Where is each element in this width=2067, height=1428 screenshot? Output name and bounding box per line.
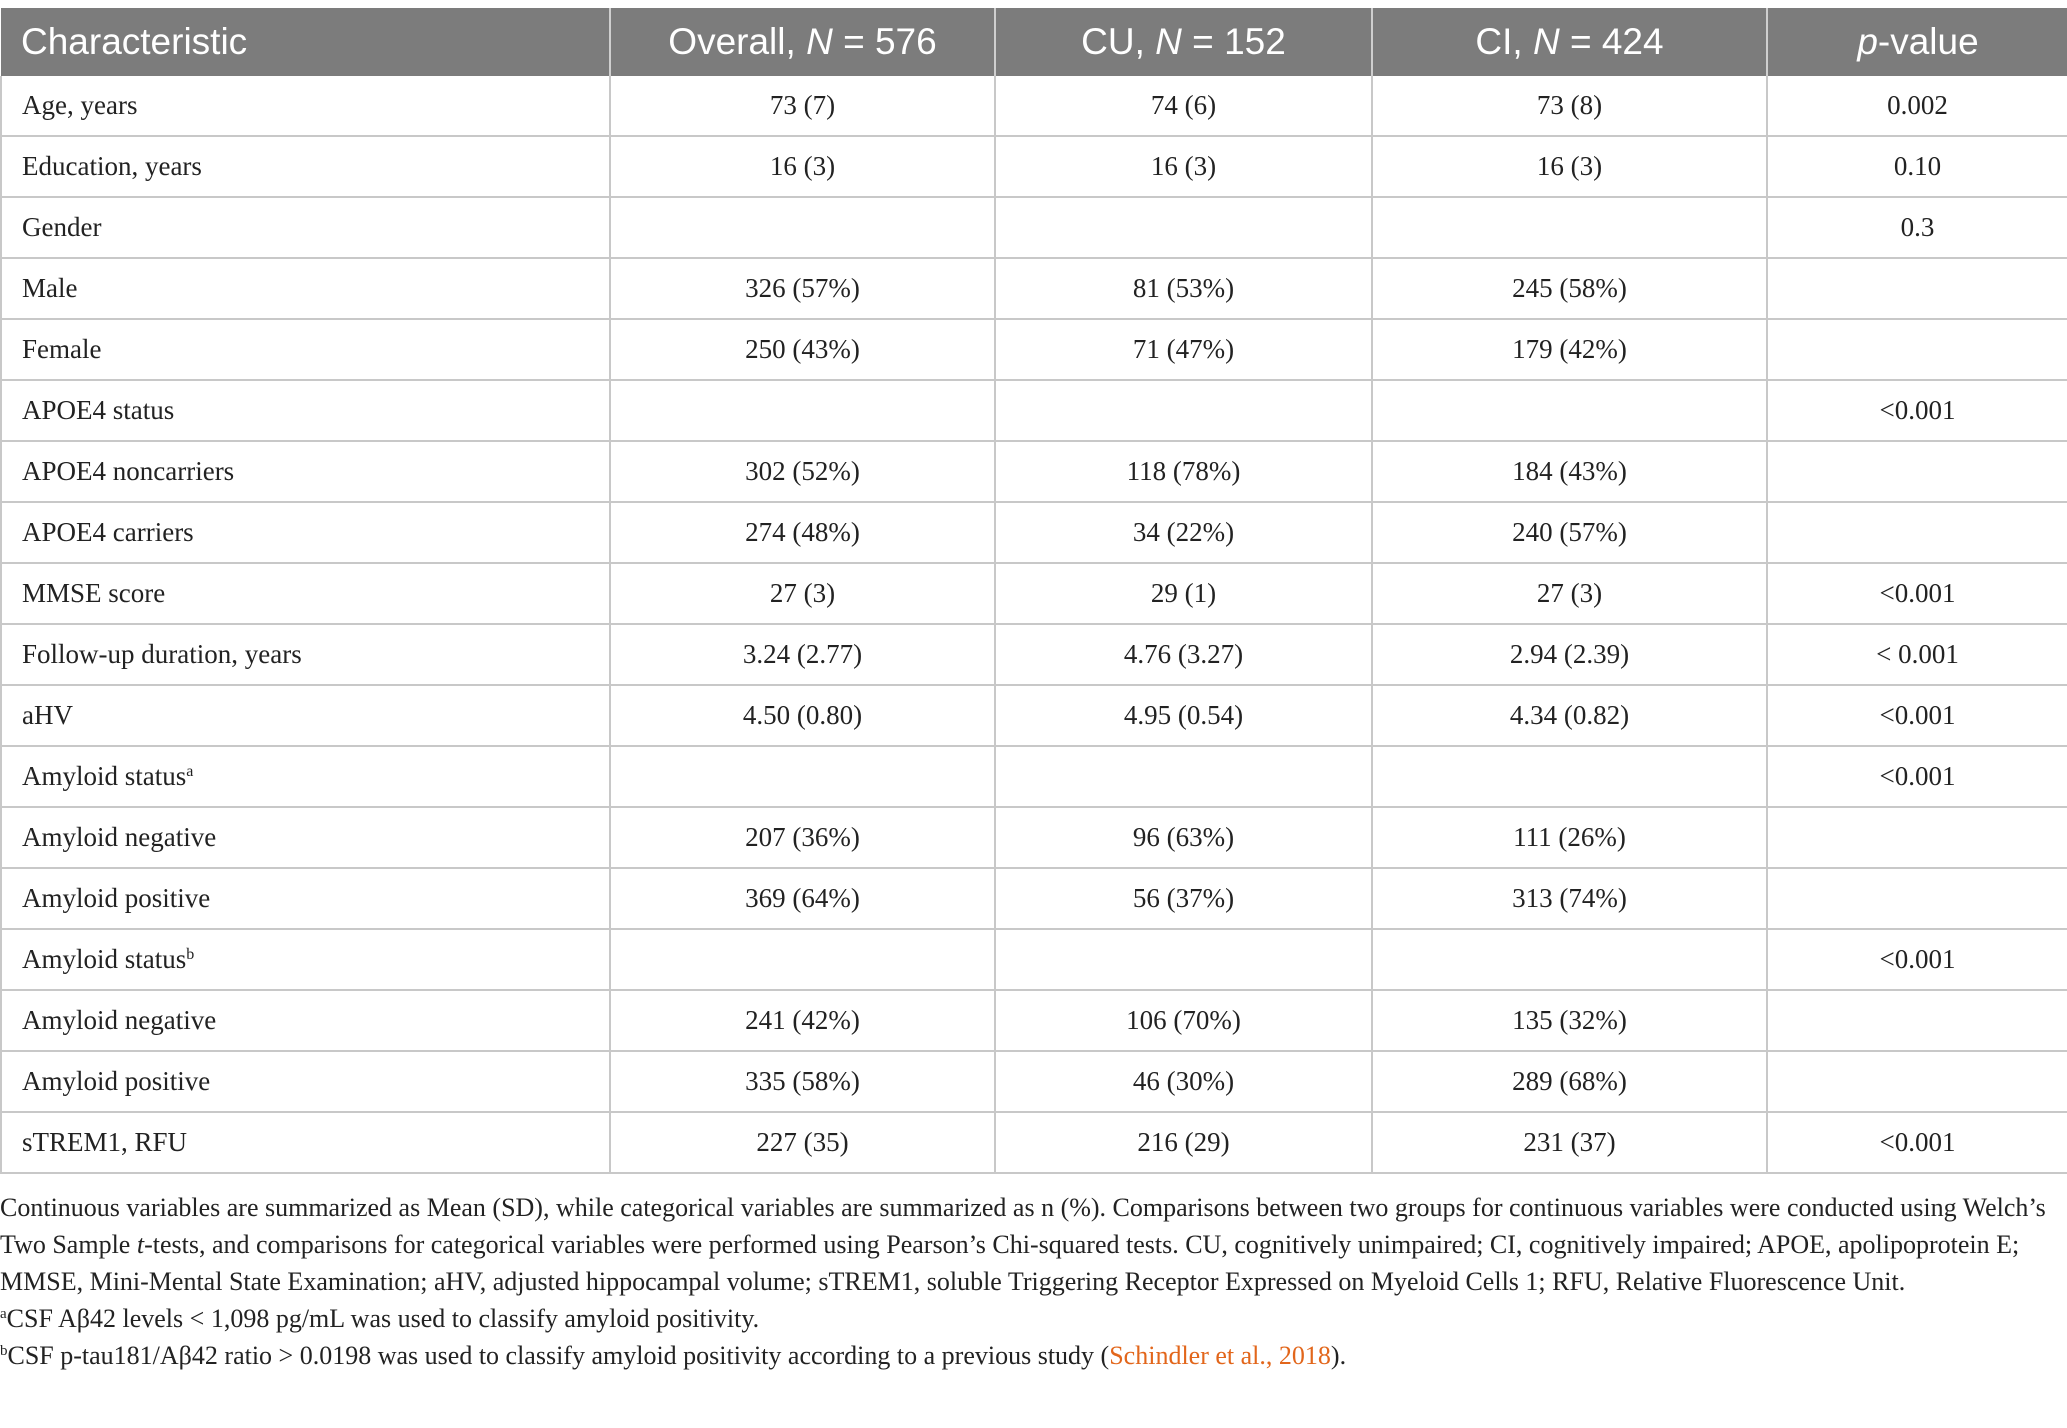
table-row (1, 868, 2067, 929)
row-label: Amyloid status$^b$ (1, 929, 610, 990)
cell-overall: 369 (64%) (610, 868, 995, 929)
cell-p-value: 0.3 (1767, 197, 2067, 258)
cell-p-value (1767, 990, 2067, 1051)
cell-ci: 27 (3) (1372, 563, 1767, 624)
cell-cu (995, 380, 1372, 441)
footnote-a-marker: a (0, 1306, 7, 1322)
row-label: APOE4 status (1, 380, 610, 441)
table-row (1, 319, 2067, 380)
cell-cu: 118 (78%) (995, 441, 1372, 502)
cell-cu: 4.95 (0.54) (995, 685, 1372, 746)
cell-cu: 74 (6) (995, 76, 1372, 136)
cell-cu: 106 (70%) (995, 990, 1372, 1051)
cell-p-value (1767, 807, 2067, 868)
footnote-marker: b (186, 946, 195, 963)
table-row (1, 502, 2067, 563)
header-overall: Overall, N = 576 (610, 8, 995, 76)
cell-ci (1372, 380, 1767, 441)
row-label: Education, years (1, 136, 610, 197)
table-row (1, 258, 2067, 319)
table-row (1, 136, 2067, 197)
cell-p-value (1767, 1051, 2067, 1112)
cell-overall: 16 (3) (610, 136, 995, 197)
cell-overall: 207 (36%) (610, 807, 995, 868)
table-row (1, 76, 2067, 136)
cell-overall: 250 (43%) (610, 319, 995, 380)
table-body (1, 76, 2067, 1173)
cell-p-value (1767, 319, 2067, 380)
cell-overall: 274 (48%) (610, 502, 995, 563)
footnote-marker: a (186, 763, 194, 780)
row-label: Amyloid positive (1, 868, 610, 929)
row-label: APOE4 noncarriers (1, 441, 610, 502)
cell-overall (610, 746, 995, 807)
row-label: Amyloid status$^a$ (1, 746, 610, 807)
table-row (1, 380, 2067, 441)
cell-cu: 96 (63%) (995, 807, 1372, 868)
cell-ci: 2.94 (2.39) (1372, 624, 1767, 685)
cell-ci (1372, 746, 1767, 807)
cell-p-value: <0.001 (1767, 929, 2067, 990)
cell-overall: 4.50 (0.80) (610, 685, 995, 746)
cell-ci: 179 (42%) (1372, 319, 1767, 380)
cell-ci: 73 (8) (1372, 76, 1767, 136)
cell-ci: 4.34 (0.82) (1372, 685, 1767, 746)
cell-p-value: <0.001 (1767, 746, 2067, 807)
cell-cu: 71 (47%) (995, 319, 1372, 380)
table-footnotes (0, 1189, 2050, 1374)
header-row (1, 8, 2067, 76)
header-p-value: p-value (1767, 8, 2067, 76)
cell-overall: 73 (7) (610, 76, 995, 136)
footnote-a: $^a$CSF Aβ42 levels < 1,098 pg/mL was used to classify amyloid positivity. (0, 1304, 760, 1333)
cell-cu: 216 (29) (995, 1112, 1372, 1173)
cell-p-value: 0.002 (1767, 76, 2067, 136)
header-ci: CI, N = 424 (1372, 8, 1767, 76)
cell-ci: 231 (37) (1372, 1112, 1767, 1173)
header-cu: CU, N = 152 (995, 8, 1372, 76)
row-label: sTREM1, RFU (1, 1112, 610, 1173)
cell-overall: 227 (35) (610, 1112, 995, 1173)
header-characteristic: Characteristic (1, 8, 610, 76)
cell-p-value (1767, 441, 2067, 502)
footnote-main: Continuous variables are summarized as Mean (SD), while categorical variables are summarized as n (%). Comparisons between two groups for continuous variables were conducted using Welch’s Two Sample t-tests, and comparisons for categorical variables were performed using Pearson’s Chi-squared tests. CU, cognitively unimpaired; CI, cognitively impaired; APOE, apolipoprotein E; MMSE, Mini-Mental State Examination; aHV, adjusted hippocampal volume; sTREM1, soluble Triggering Receptor Expressed on Myeloid Cells 1; RFU, Relative Fluorescence Unit. (0, 1193, 2046, 1296)
cell-ci (1372, 197, 1767, 258)
row-label: Amyloid negative (1, 990, 610, 1051)
row-label: Amyloid negative (1, 807, 610, 868)
cell-ci (1372, 929, 1767, 990)
table-row (1, 1112, 2067, 1173)
cell-ci: 313 (74%) (1372, 868, 1767, 929)
cell-overall: 241 (42%) (610, 990, 995, 1051)
cell-cu: 29 (1) (995, 563, 1372, 624)
row-label: Female (1, 319, 610, 380)
cell-ci: 135 (32%) (1372, 990, 1767, 1051)
table-header (1, 8, 2067, 76)
cell-cu: 46 (30%) (995, 1051, 1372, 1112)
footnote-b-marker: b (0, 1343, 8, 1359)
row-label: APOE4 carriers (1, 502, 610, 563)
table-row (1, 990, 2067, 1051)
cell-cu: 56 (37%) (995, 868, 1372, 929)
cell-ci: 111 (26%) (1372, 807, 1767, 868)
cell-overall (610, 197, 995, 258)
cell-cu (995, 929, 1372, 990)
cell-overall: 326 (57%) (610, 258, 995, 319)
cell-cu: 34 (22%) (995, 502, 1372, 563)
cell-overall: 302 (52%) (610, 441, 995, 502)
row-label: Gender (1, 197, 610, 258)
table-container (0, 8, 2067, 1174)
cell-p-value: <0.001 (1767, 685, 2067, 746)
cell-overall (610, 929, 995, 990)
row-label: Male (1, 258, 610, 319)
citation-link[interactable]: Schindler et al., 2018 (1109, 1341, 1331, 1370)
cell-p-value (1767, 868, 2067, 929)
cell-p-value (1767, 502, 2067, 563)
cell-overall: 3.24 (2.77) (610, 624, 995, 685)
cell-cu: 81 (53%) (995, 258, 1372, 319)
row-label: aHV (1, 685, 610, 746)
cell-ci: 245 (58%) (1372, 258, 1767, 319)
cell-ci: 16 (3) (1372, 136, 1767, 197)
cell-p-value: <0.001 (1767, 380, 2067, 441)
cell-p-value: 0.10 (1767, 136, 2067, 197)
cell-p-value (1767, 258, 2067, 319)
cell-p-value: <0.001 (1767, 563, 2067, 624)
cell-ci: 184 (43%) (1372, 441, 1767, 502)
table-row (1, 563, 2067, 624)
table-row (1, 685, 2067, 746)
cell-p-value: < 0.001 (1767, 624, 2067, 685)
cell-cu: 4.76 (3.27) (995, 624, 1372, 685)
cell-overall: 335 (58%) (610, 1051, 995, 1112)
cell-cu (995, 197, 1372, 258)
table-row (1, 746, 2067, 807)
row-label: Age, years (1, 76, 610, 136)
table-row (1, 929, 2067, 990)
cell-overall: 27 (3) (610, 563, 995, 624)
characteristics-table (0, 8, 2067, 1174)
footnote-b: $^b$CSF p-tau181/Aβ42 ratio > 0.0198 was used to classify amyloid positivity according to a previous study (Schindler et al., 2018). (0, 1341, 1347, 1370)
cell-p-value: <0.001 (1767, 1112, 2067, 1173)
table-row (1, 624, 2067, 685)
table-row (1, 1051, 2067, 1112)
table-row (1, 807, 2067, 868)
cell-ci: 240 (57%) (1372, 502, 1767, 563)
table-row (1, 197, 2067, 258)
cell-cu: 16 (3) (995, 136, 1372, 197)
cell-overall (610, 380, 995, 441)
cell-ci: 289 (68%) (1372, 1051, 1767, 1112)
cell-cu (995, 746, 1372, 807)
row-label: Amyloid positive (1, 1051, 610, 1112)
row-label: MMSE score (1, 563, 610, 624)
table-row (1, 441, 2067, 502)
row-label: Follow-up duration, years (1, 624, 610, 685)
